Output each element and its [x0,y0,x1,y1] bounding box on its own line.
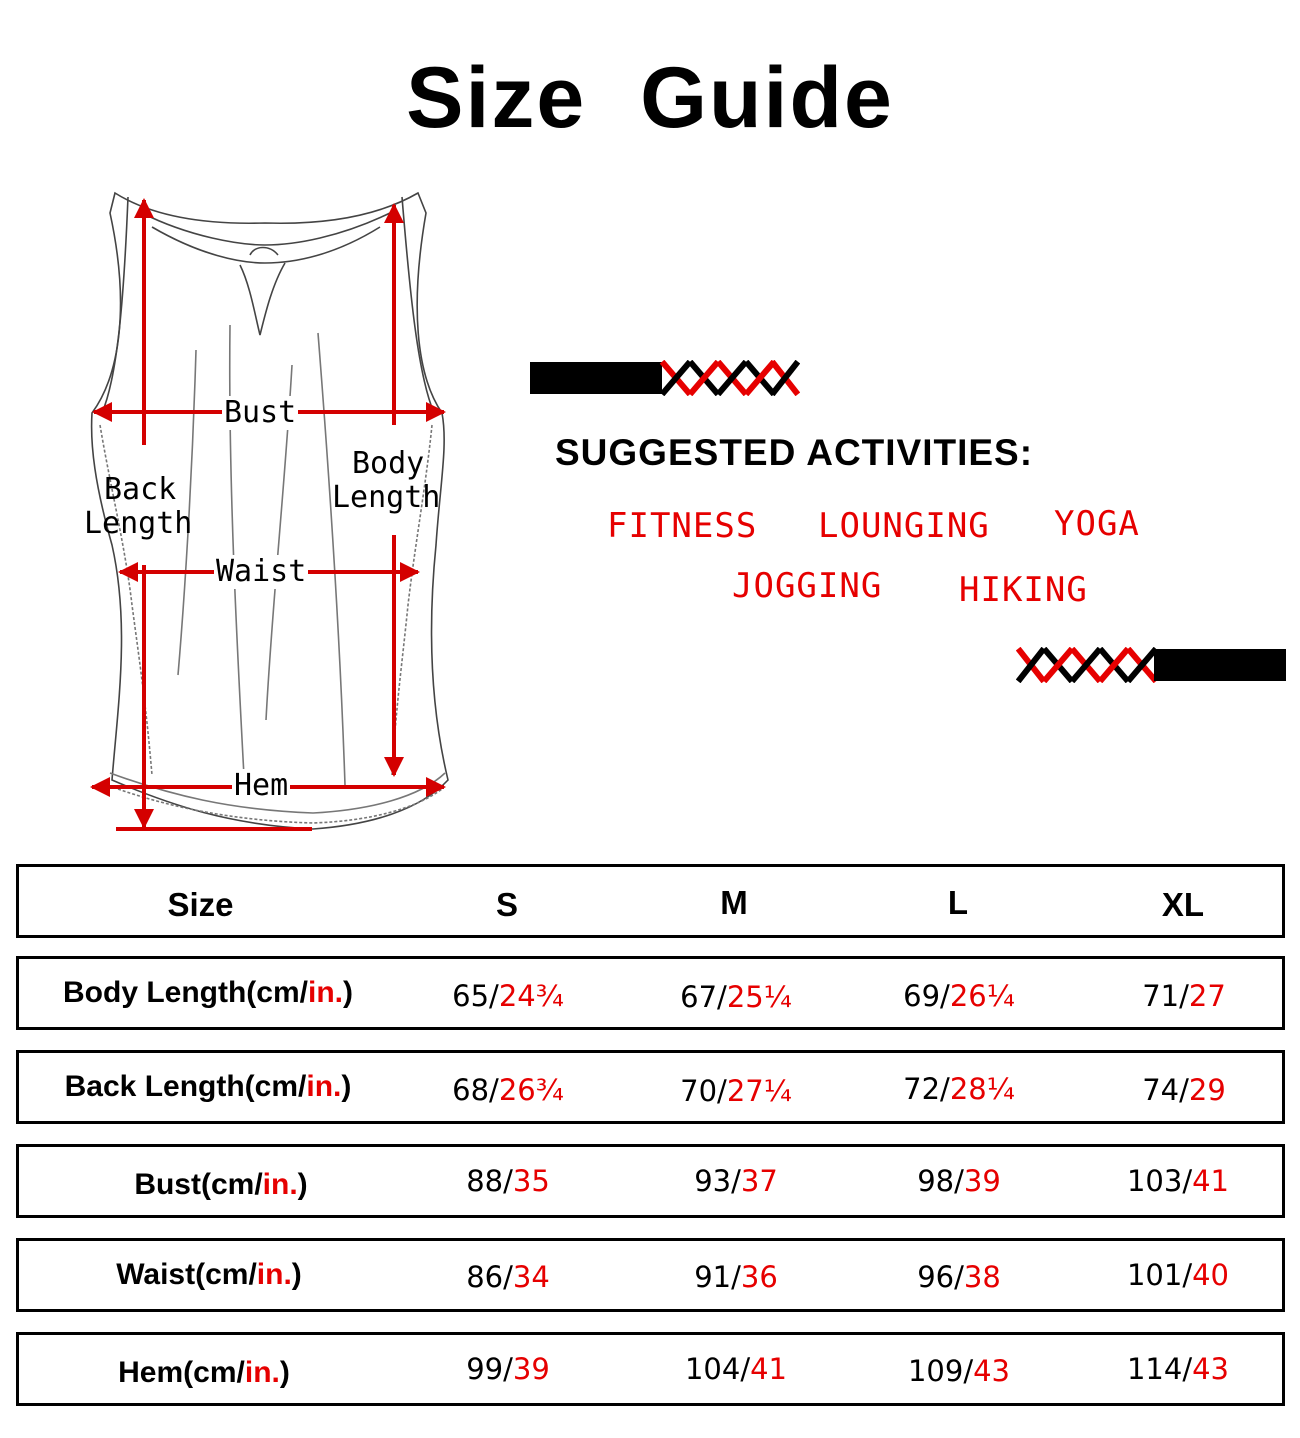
table-row [16,1144,1285,1218]
hem-s: 99/39 [466,1352,550,1386]
table-row [16,956,1285,1030]
size-header-label: Size [167,886,234,923]
activity-lounging: LOUNGING [818,506,990,546]
activity-yoga: YOGA [1054,504,1140,544]
page-title: Size Guide [406,50,894,146]
table-row [16,1332,1285,1406]
hem-m: 104/41 [684,1352,788,1386]
cross-stitch-band-icon [1016,647,1286,683]
activity-jogging: JOGGING [732,566,883,606]
size-header-m: M [720,884,748,921]
decorative-band-bottom [1016,647,1286,688]
bust-s: 88/35 [466,1164,550,1198]
decorative-band-top [530,360,800,401]
body-length-l: 69/26¼ [903,979,1015,1013]
bust-m: 93/37 [694,1164,778,1198]
row-label-back-length: Back Length(cm/in.) [64,1070,352,1103]
body-length-label-line2: Length [332,480,441,515]
table-row [16,1050,1285,1124]
size-header-l: L [947,884,969,921]
waist-xl: 101/40 [1126,1258,1230,1292]
bust-xl: 103/41 [1126,1164,1230,1198]
bust-label: Bust [224,395,297,430]
size-header-xl: XL [1161,886,1205,923]
body-length-label-line1: Body [352,446,425,481]
back-length-s: 68/26¾ [452,1073,564,1107]
activity-hiking: HIKING [959,570,1088,610]
tank-top-diagram [80,185,460,835]
body-length-m: 67/25¼ [680,980,792,1014]
bust-l: 98/39 [917,1164,1001,1198]
body-length-s: 65/24¾ [452,979,564,1013]
waist-label: Waist [216,554,307,589]
row-label-bust: Bust(cm/in.) [134,1168,308,1201]
hem-label: Hem [234,768,289,803]
row-label-body-length: Body Length(cm/in.) [63,976,353,1009]
waist-s: 86/34 [466,1260,550,1294]
size-header-row [16,864,1285,938]
waist-m: 91/36 [694,1260,778,1294]
table-row [16,1238,1285,1312]
row-label-hem: Hem(cm/in.) [118,1356,290,1389]
activity-fitness: FITNESS [607,506,758,546]
back-length-label-line2: Length [84,506,193,541]
back-length-xl: 74/29 [1142,1073,1226,1107]
body-length-xl: 71/27 [1142,979,1226,1013]
waist-l: 96/38 [917,1260,1001,1294]
back-length-label-line1: Back [104,472,177,507]
back-length-m: 70/27¼ [680,1074,792,1108]
back-length-l: 72/28¼ [903,1072,1015,1106]
row-label-waist: Waist(cm/in.) [116,1258,302,1291]
hem-xl: 114/43 [1126,1352,1230,1386]
cross-stitch-band-icon [530,360,800,396]
activities-heading: SUGGESTED ACTIVITIES: [555,432,1034,473]
hem-l: 109/43 [907,1354,1011,1388]
size-header-s: S [495,886,518,923]
